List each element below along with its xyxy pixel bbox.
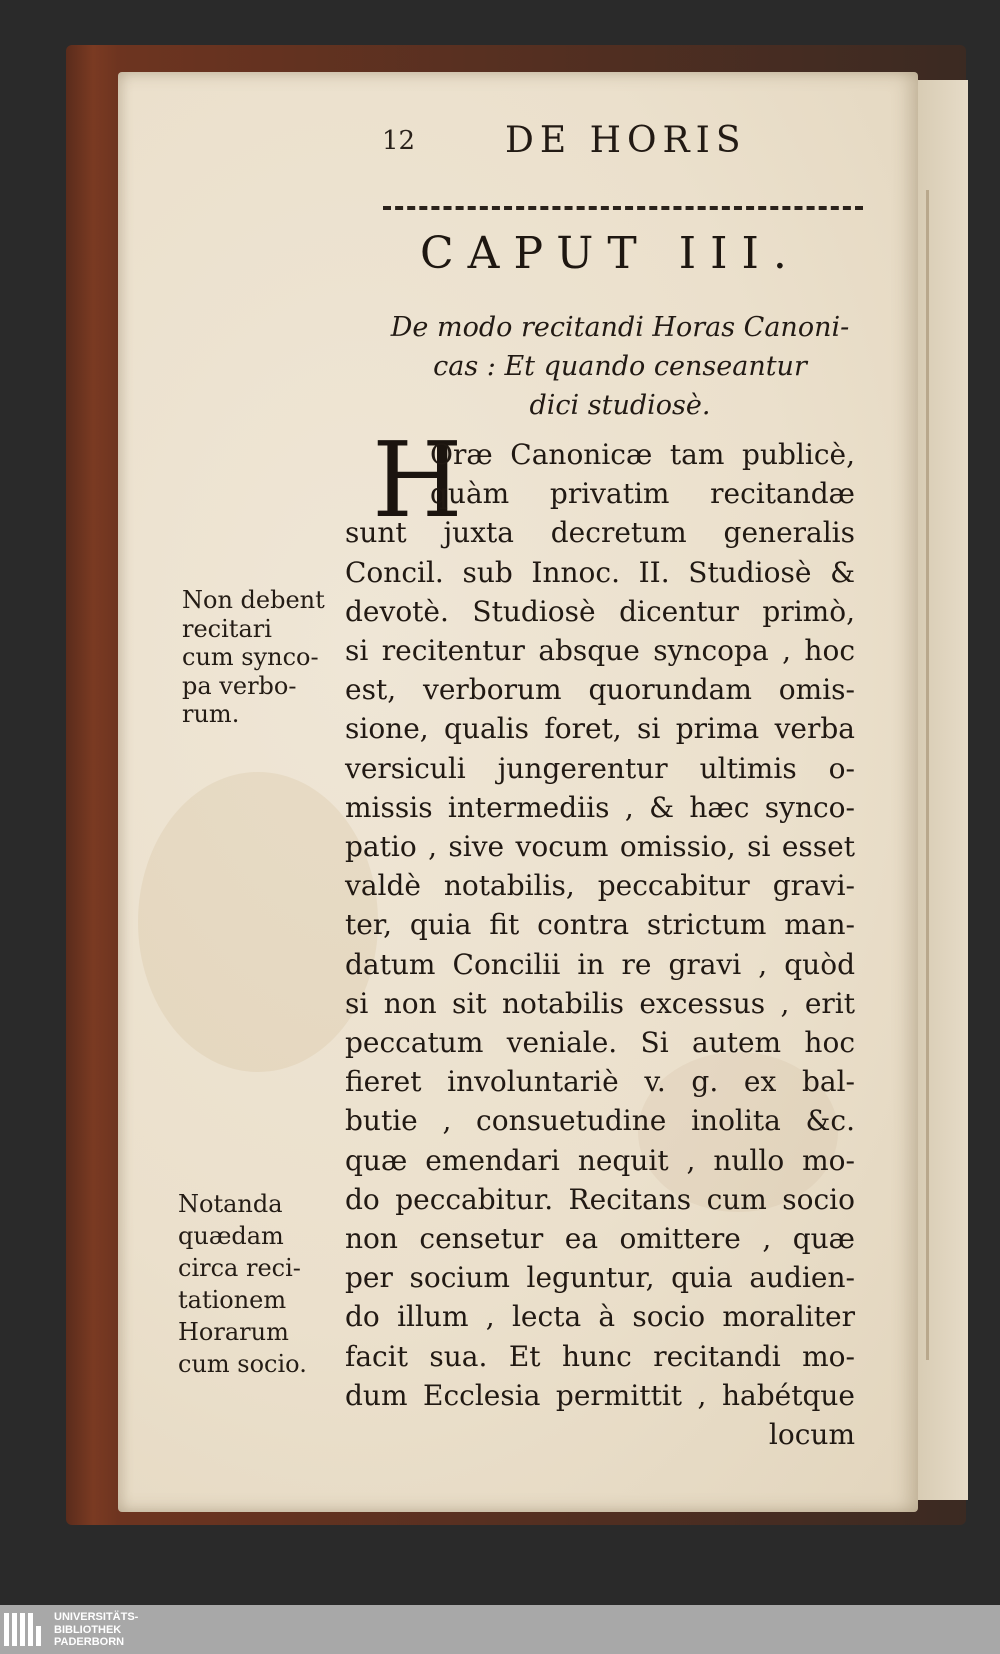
subtitle-line: De modo recitandi Horas Canoni- (390, 312, 850, 343)
paper-stain (138, 772, 378, 1072)
body-line: patio , sive vocum omissio, si esset (345, 830, 855, 864)
body-line: non censetur ea omittere , quæ (345, 1222, 855, 1256)
subtitle-line: dici studiosè. (529, 390, 711, 421)
body-line: si non sit notabilis excessus , erit (345, 986, 855, 1020)
footer-bar (0, 1605, 1000, 1654)
body-line: peccatum veniale. Si autem hoc (345, 1026, 855, 1060)
margin-note-line: quædam (178, 1222, 284, 1250)
margin-note (182, 586, 325, 729)
body-text (345, 435, 855, 1454)
body-line: valdè notabilis, peccabitur gravi- (345, 869, 855, 903)
body-line: quàm privatim recitandæ (430, 477, 855, 511)
body-line: butie , consuetudine inolita &c. (345, 1104, 855, 1138)
body-line: per socium leguntur, quia audien- (345, 1261, 855, 1295)
body-line: datum Concilii in re gravi , quòd (345, 947, 855, 981)
margin-note (178, 1188, 307, 1380)
logo-line: BIBLIOTHEK (54, 1623, 122, 1636)
drop-capital: H (372, 419, 463, 541)
body-line: sunt juxta decretum generalis (345, 516, 855, 550)
subtitle-line: cas : Et quando censeantur (433, 351, 807, 382)
page-fold-line (926, 190, 929, 1360)
body-line: fieret involuntariè v. g. ex bal- (345, 1065, 855, 1099)
logo-line: UNIVERSITÄTS- (54, 1611, 139, 1623)
margin-note-line: cum synco- (182, 643, 319, 671)
body-line: si recitentur absque syncopa , hoc (345, 634, 855, 668)
margin-note-line: pa verbo- (182, 671, 297, 700)
catchword: locum (768, 1418, 855, 1452)
logo-line: PADERBORN (54, 1636, 125, 1648)
margin-note-line: tationem (178, 1286, 287, 1314)
body-line: dum Ecclesia permittit , habétque (345, 1378, 855, 1412)
body-line: quæ emendari nequit , nullo mo- (345, 1143, 855, 1177)
margin-note-line: Non debent (182, 586, 325, 614)
chapter-subtitle (370, 308, 870, 425)
margin-note-line: recitari (182, 614, 272, 643)
running-title: DE HORIS (505, 120, 747, 161)
body-line: versiculi jungerentur ultimis o- (345, 751, 855, 785)
body-line: sione, qualis foret, si prima verba (345, 712, 855, 746)
body-line: devotè. Studiosè dicentur primò, (345, 594, 855, 628)
body-line: do peccabitur. Recitans cum socio (345, 1182, 855, 1216)
margin-note-line: Horarum (178, 1318, 289, 1346)
body-line: Concil. sub Innoc. II. Studiosè & (345, 555, 855, 589)
body-line: ter, quia fit contra strictum man- (345, 908, 855, 942)
header-rule (383, 206, 863, 210)
margin-note-line: cum socio. (178, 1350, 307, 1378)
margin-note-line: circa reci- (178, 1254, 301, 1282)
body-line: facit sua. Et hunc recitandi mo- (345, 1339, 855, 1373)
body-line: est, verborum quorundam omis- (345, 673, 855, 707)
body-line: do illum , lecta à socio moraliter (345, 1300, 855, 1334)
body-line: Oræ Canonicæ tam publicè, (430, 438, 855, 471)
library-logo-icon (4, 1613, 46, 1646)
body-line: missis intermediis , & hæc synco- (345, 790, 855, 824)
library-logo-text (54, 1611, 138, 1649)
chapter-title: CAPUT III. (420, 228, 801, 279)
margin-note-line: rum. (182, 700, 240, 728)
page-number: 12 (382, 126, 416, 156)
margin-note-line: Notanda (178, 1190, 283, 1218)
